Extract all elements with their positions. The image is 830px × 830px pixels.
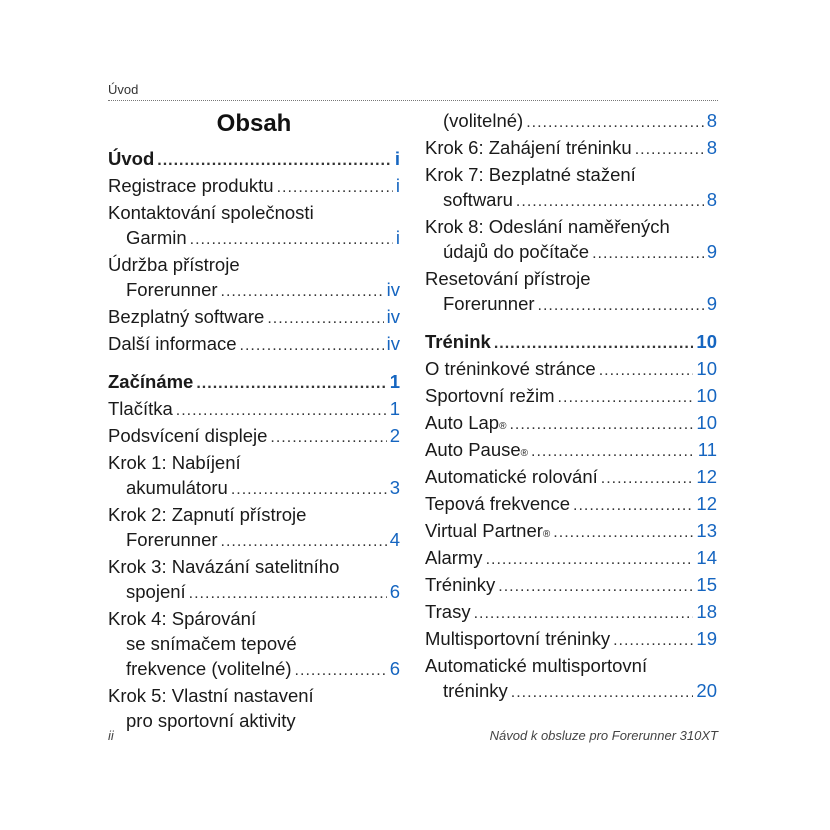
dot-leader (573, 493, 693, 518)
toc-entry-line (425, 383, 717, 410)
toc-section-heading[interactable] (425, 329, 717, 356)
dot-leader (531, 439, 695, 464)
toc-entry-text: (volitelné) (443, 110, 524, 131)
toc-entry-text: O tréninkové stránce (425, 358, 596, 379)
toc-entry-text: Tepová frekvence (425, 493, 571, 514)
toc-entry-line (108, 475, 400, 502)
toc-entry-line (108, 146, 400, 173)
toc-entry-line (108, 554, 400, 579)
dot-leader (511, 680, 694, 705)
toc-entry[interactable] (108, 304, 400, 331)
dot-leader (526, 110, 704, 135)
dot-leader (516, 189, 704, 214)
toc-page-number[interactable]: 8 (706, 110, 717, 131)
toc-section-heading[interactable] (108, 146, 400, 173)
toc-page-number[interactable]: 2 (389, 425, 400, 446)
toc-entry-line (425, 239, 717, 266)
toc-entry[interactable] (108, 200, 400, 252)
toc-entry-text: spojení (126, 581, 186, 602)
toc-entry-text: Krok 8: Odeslání naměřených (425, 216, 670, 237)
toc-entry-line (108, 252, 400, 277)
toc-entry-line (108, 200, 400, 225)
toc-entry-line (425, 162, 717, 187)
toc-entry-line (108, 396, 400, 423)
toc-entry-line (108, 683, 400, 708)
toc-page-number[interactable]: 8 (706, 189, 717, 210)
toc-entry[interactable] (108, 450, 400, 502)
toc-entry-line (108, 369, 400, 396)
toc-page-number[interactable]: 15 (696, 574, 717, 595)
dot-leader (267, 306, 383, 331)
toc-page-number[interactable]: 6 (389, 581, 400, 602)
toc-entry-line (425, 572, 717, 599)
toc-entry-text: tréninky (443, 680, 508, 701)
toc-entry[interactable] (425, 162, 717, 214)
toc-entry-line: Auto Lap ® ..... 10 (425, 410, 717, 437)
toc-page-number[interactable]: 3 (389, 477, 400, 498)
toc-entry[interactable] (425, 653, 717, 705)
toc-entry-line (108, 225, 400, 252)
toc-page-number[interactable]: i (395, 227, 400, 248)
toc-entry-line (108, 606, 400, 631)
toc-entry[interactable] (425, 135, 717, 162)
toc-entry-line (425, 135, 717, 162)
toc-entry-text: Sportovní režim (425, 385, 555, 406)
toc-entry-line (425, 464, 717, 491)
toc-page-number[interactable]: i (395, 175, 400, 196)
dot-leader (494, 331, 694, 356)
dot-leader (601, 466, 694, 491)
toc-entry-text: Garmin (126, 227, 187, 248)
toc-entry-text: Auto Pause (425, 439, 521, 460)
toc-entry[interactable] (425, 572, 717, 599)
toc-entry-line (108, 527, 400, 554)
toc-entry-text: Tlačítka (108, 398, 173, 419)
toc-page-number[interactable]: 10 (696, 412, 717, 433)
toc-entry-line (108, 656, 400, 683)
toc-entry-text: údajů do počítače (443, 241, 590, 262)
toc-entry-text: Krok 2: Zapnutí přístroje (108, 504, 307, 525)
toc-entry[interactable] (108, 331, 400, 358)
toc-entry-text: Virtual Partner (425, 520, 543, 541)
toc-entry[interactable] (108, 606, 400, 683)
dot-leader (176, 398, 387, 423)
toc-entry-text: Forerunner (126, 529, 218, 550)
footer-manual-title: Návod k obsluze pro Forerunner 310XT (489, 728, 718, 743)
toc-entry-line (425, 266, 717, 291)
toc-entry-line (425, 545, 717, 572)
toc-entry-text: Krok 5: Vlastní nastavení (108, 685, 314, 706)
toc-page-number[interactable]: 10 (696, 331, 717, 352)
toc-page-number[interactable]: 19 (696, 628, 717, 649)
toc-entry-text: Auto Lap (425, 412, 500, 433)
toc-page-number[interactable]: iv (386, 333, 400, 354)
toc-entry[interactable] (425, 214, 717, 266)
toc-entry-text: frekvence (volitelné) (126, 658, 292, 679)
toc-entry-text: Kontaktování společnosti (108, 202, 314, 223)
toc-entry[interactable] (108, 423, 400, 450)
toc-entry[interactable] (425, 626, 717, 653)
toc-entry-text: Začínáme (108, 371, 194, 392)
toc-entry[interactable] (425, 464, 717, 491)
toc-page-number[interactable]: 12 (696, 493, 717, 514)
toc-page-number[interactable]: iv (386, 279, 400, 300)
toc-page-number[interactable]: iv (386, 306, 400, 327)
toc-page-number[interactable]: 1 (389, 398, 400, 419)
toc-entry-text: Alarmy (425, 547, 483, 568)
toc-page-number[interactable]: 9 (706, 293, 717, 314)
dot-leader (190, 227, 393, 252)
toc-page-number[interactable]: 10 (696, 358, 717, 379)
toc-entry-text: Trénink (425, 331, 491, 352)
toc-entry[interactable] (108, 252, 400, 304)
toc-entry[interactable] (425, 356, 717, 383)
toc-entry-line (425, 653, 717, 678)
dot-leader (295, 658, 387, 683)
toc-page-number[interactable]: 4 (389, 529, 400, 550)
toc-entry[interactable] (108, 554, 400, 606)
dot-leader (277, 175, 393, 200)
dot-leader (599, 358, 694, 383)
toc-entry-text: Forerunner (443, 293, 535, 314)
toc-page-number[interactable]: 18 (696, 601, 717, 622)
toc-entry[interactable] (108, 502, 400, 554)
toc-entry-text: Multisportovní tréninky (425, 628, 611, 649)
toc-column-left (108, 108, 400, 733)
toc-entry-text: se snímačem tepové (126, 633, 297, 654)
toc-entry-text: Automatické multisportovní (425, 655, 648, 676)
toc-entry-text: Forerunner (126, 279, 218, 300)
toc-entry-text: Tréninky (425, 574, 496, 595)
dot-leader (196, 371, 386, 396)
toc-entry-text: Další informace (108, 333, 237, 354)
toc-entry-line (108, 708, 400, 733)
toc-entry[interactable] (425, 518, 717, 545)
toc-entry-line (108, 277, 400, 304)
toc-entry-line (108, 631, 400, 656)
toc-page-number[interactable]: i (394, 148, 400, 169)
toc-entry-text: Úvod (108, 148, 155, 169)
toc-entry[interactable] (425, 491, 717, 518)
toc-entry-line (425, 626, 717, 653)
toc-entry-line (425, 291, 717, 318)
dot-leader (635, 137, 704, 162)
toc-entry[interactable] (425, 383, 717, 410)
toc-entry-text: Krok 6: Zahájení tréninku (425, 137, 632, 158)
toc-entry-text: Krok 7: Bezplatné stažení (425, 164, 636, 185)
toc-section-heading[interactable] (108, 369, 400, 396)
toc-entry-line (108, 502, 400, 527)
toc-entry[interactable] (425, 410, 717, 437)
toc-entry-text: Podsvícení displeje (108, 425, 268, 446)
dot-leader (509, 412, 693, 437)
toc-entry[interactable] (425, 437, 717, 464)
dot-leader (538, 293, 704, 318)
toc-entry[interactable] (425, 266, 717, 318)
toc-entry-text: Automatické rolování (425, 466, 598, 487)
toc-entry-line (108, 579, 400, 606)
toc-page-number[interactable]: 9 (706, 241, 717, 262)
toc-entry-text: Registrace produktu (108, 175, 274, 196)
toc-entry[interactable] (425, 599, 717, 626)
dot-leader (474, 601, 694, 626)
toc-entry-line (425, 599, 717, 626)
toc-entry-line (108, 423, 400, 450)
toc-title: Obsah (216, 110, 292, 137)
footer-page-number: ii (108, 728, 114, 743)
toc-entry-text: Krok 3: Navázání satelitního (108, 556, 340, 577)
toc-entry-line (425, 108, 717, 135)
dot-leader (157, 148, 392, 173)
toc-entry[interactable] (425, 108, 717, 135)
header-dotted-rule (108, 100, 718, 101)
dot-leader (231, 477, 387, 502)
toc-entry-line (108, 173, 400, 200)
toc-page-number[interactable]: 1 (389, 371, 400, 392)
toc-entry-line (425, 356, 717, 383)
toc-entry-line (108, 304, 400, 331)
toc-entry[interactable] (108, 396, 400, 423)
dot-leader (592, 241, 704, 266)
toc-entry-text: Krok 4: Spárování (108, 608, 257, 629)
toc-entry-line (425, 678, 717, 705)
toc-page-number[interactable]: 20 (696, 680, 717, 701)
toc-entry-text: akumulátoru (126, 477, 228, 498)
dot-leader (221, 529, 387, 554)
toc-page-number[interactable]: 14 (696, 547, 717, 568)
toc-entry-line (425, 491, 717, 518)
toc-entry-line (425, 214, 717, 239)
toc-page-number[interactable]: 6 (389, 658, 400, 679)
toc-entry-text: Resetování přístroje (425, 268, 591, 289)
toc-entry-line: Virtual Partner ® ..... 13 (425, 518, 717, 545)
toc-entry-text: Údržba přístroje (108, 254, 240, 275)
toc-entry-text: Trasy (425, 601, 471, 622)
dot-leader (553, 520, 693, 545)
toc-entry-line (108, 331, 400, 358)
toc-entry[interactable] (108, 173, 400, 200)
toc-page-number[interactable]: 8 (706, 137, 717, 158)
toc-entry-text: pro sportovní aktivity (126, 710, 296, 731)
dot-leader (240, 333, 384, 358)
toc-entry-text: Krok 1: Nabíjení (108, 452, 241, 473)
toc-entry-text: softwaru (443, 189, 513, 210)
toc-page-number[interactable]: 10 (696, 385, 717, 406)
toc-entry-line: Auto Pause ® ..... 11 (425, 437, 717, 464)
dot-leader (498, 574, 693, 599)
toc-entry-line (425, 187, 717, 214)
toc-page-number[interactable]: 12 (696, 466, 717, 487)
dot-leader (189, 581, 387, 606)
toc-entry-line (108, 450, 400, 475)
toc-entry-text: Bezplatný software (108, 306, 265, 327)
toc-column-right (425, 108, 717, 705)
dot-leader (221, 279, 384, 304)
dot-leader (558, 385, 694, 410)
running-header: Úvod (108, 82, 139, 97)
toc-page-number[interactable]: 13 (696, 520, 717, 541)
dot-leader (486, 547, 694, 572)
toc-page-number[interactable]: 11 (697, 439, 717, 460)
dot-leader (270, 425, 386, 450)
toc-entry[interactable] (108, 683, 400, 733)
dot-leader (613, 628, 693, 653)
toc-entry-line (425, 329, 717, 356)
toc-entry[interactable] (425, 545, 717, 572)
